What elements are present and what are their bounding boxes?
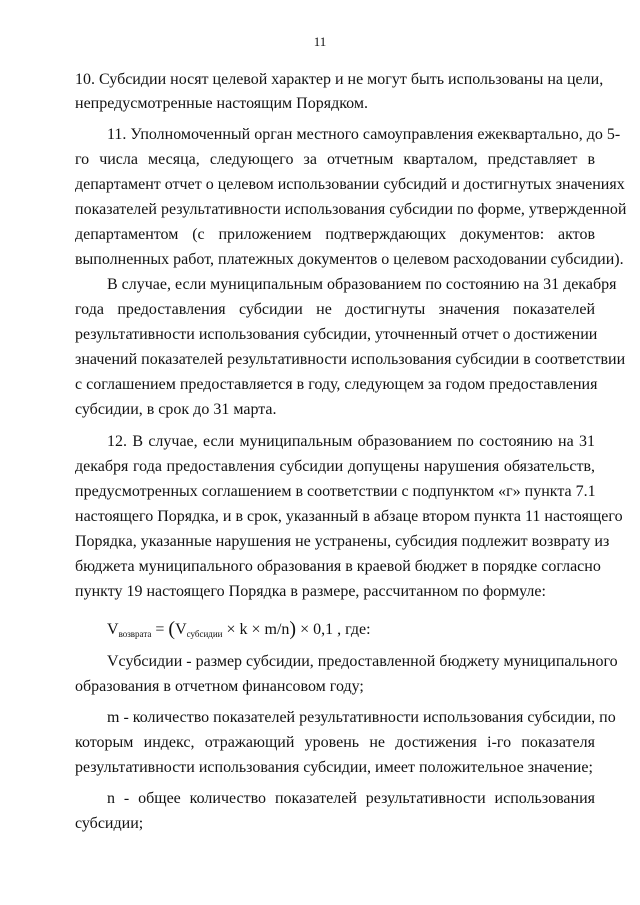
text-line: непредусмотренные настоящим Порядком.: [75, 95, 368, 112]
formula-close-paren: ): [289, 618, 297, 640]
page-number: 11: [313, 34, 327, 49]
formula-v2-subscript: субсидии: [186, 629, 223, 639]
formula-v2: V: [175, 621, 187, 638]
text-line: настоящего Порядка, и в срок, указанный в абзаце втором пункта 11 настоящего: [75, 508, 623, 525]
text-line: департамент отчет о целевом использовании субсидий и достигнутых значениях: [75, 176, 625, 193]
formula-tail: × 0,1: [296, 621, 334, 638]
formula-v-subscript: возврата: [118, 629, 152, 639]
text-line: показателей результативности использования субсидии по форме, утвержденной: [75, 201, 627, 218]
text-line: Порядка, указанные нарушения не устранены, субсидия подлежит возврату из: [75, 533, 610, 550]
formula: [107, 618, 371, 645]
text-line: департаментом (с приложением подтверждающих документов: актов: [75, 226, 595, 243]
text-line: результативности использования субсидии, уточненный отчет о достижении: [75, 326, 598, 343]
text-line: декабря года предоставления субсидии допущены нарушения обязательств,: [75, 458, 595, 475]
text-line: n - общее количество показателей результативности использования: [107, 790, 595, 807]
text-line: субсидии;: [75, 815, 144, 832]
formula-open-paren: (: [168, 618, 176, 640]
formula-v: V: [107, 621, 119, 638]
text-line: Vсубсидии - размер субсидии, предоставленной бюджету муниципального: [107, 653, 618, 670]
text-line: 12. В случае, если муниципальным образованием по состоянию на 31: [107, 433, 595, 450]
text-line: года предоставления субсидии не достигнуты значения показателей: [75, 301, 595, 318]
text-line: В случае, если муниципальным образованием по состоянию на 31 декабря: [107, 276, 617, 293]
text-line: значений показателей результативности использования субсидии в соответствии: [75, 351, 626, 368]
text-line: выполненных работ, платежных документов о целевом расходовании субсидии).: [75, 251, 624, 268]
text-line: m - количество показателей результативности использования субсидии, по: [107, 709, 616, 726]
text-line: го числа месяца, следующего за отчетным кварталом, представляет в: [75, 151, 595, 168]
text-line: с соглашением предоставляется в году, следующем за годом предоставления: [75, 376, 598, 393]
text-line: субсидии, в срок до 31 марта.: [75, 401, 277, 418]
formula-middle: × k × m/n: [222, 621, 290, 638]
text-line: которым индекс, отражающий уровень не достижения i-го показателя: [75, 734, 595, 751]
text-line: результативности использования субсидии, имеет положительное значение;: [75, 759, 593, 776]
text-line: пункту 19 настоящего Порядка в размере, рассчитанном по формуле:: [75, 583, 546, 600]
text-line: предусмотренных соглашением в соответствии с подпунктом «г» пункта 7.1: [75, 483, 596, 500]
text-line: бюджета муниципального образования в краевой бюджет в порядке согласно: [75, 558, 601, 575]
formula-suffix: , где:: [333, 621, 371, 638]
formula-equals: =: [151, 621, 169, 638]
text-line: 11. Уполномоченный орган местного самоуправления ежеквартально, до 5-: [107, 126, 621, 143]
text-line: 10. Субсидии носят целевой характер и не могут быть использованы на цели,: [75, 71, 604, 88]
text-line: образования в отчетном финансовом году;: [75, 678, 364, 695]
